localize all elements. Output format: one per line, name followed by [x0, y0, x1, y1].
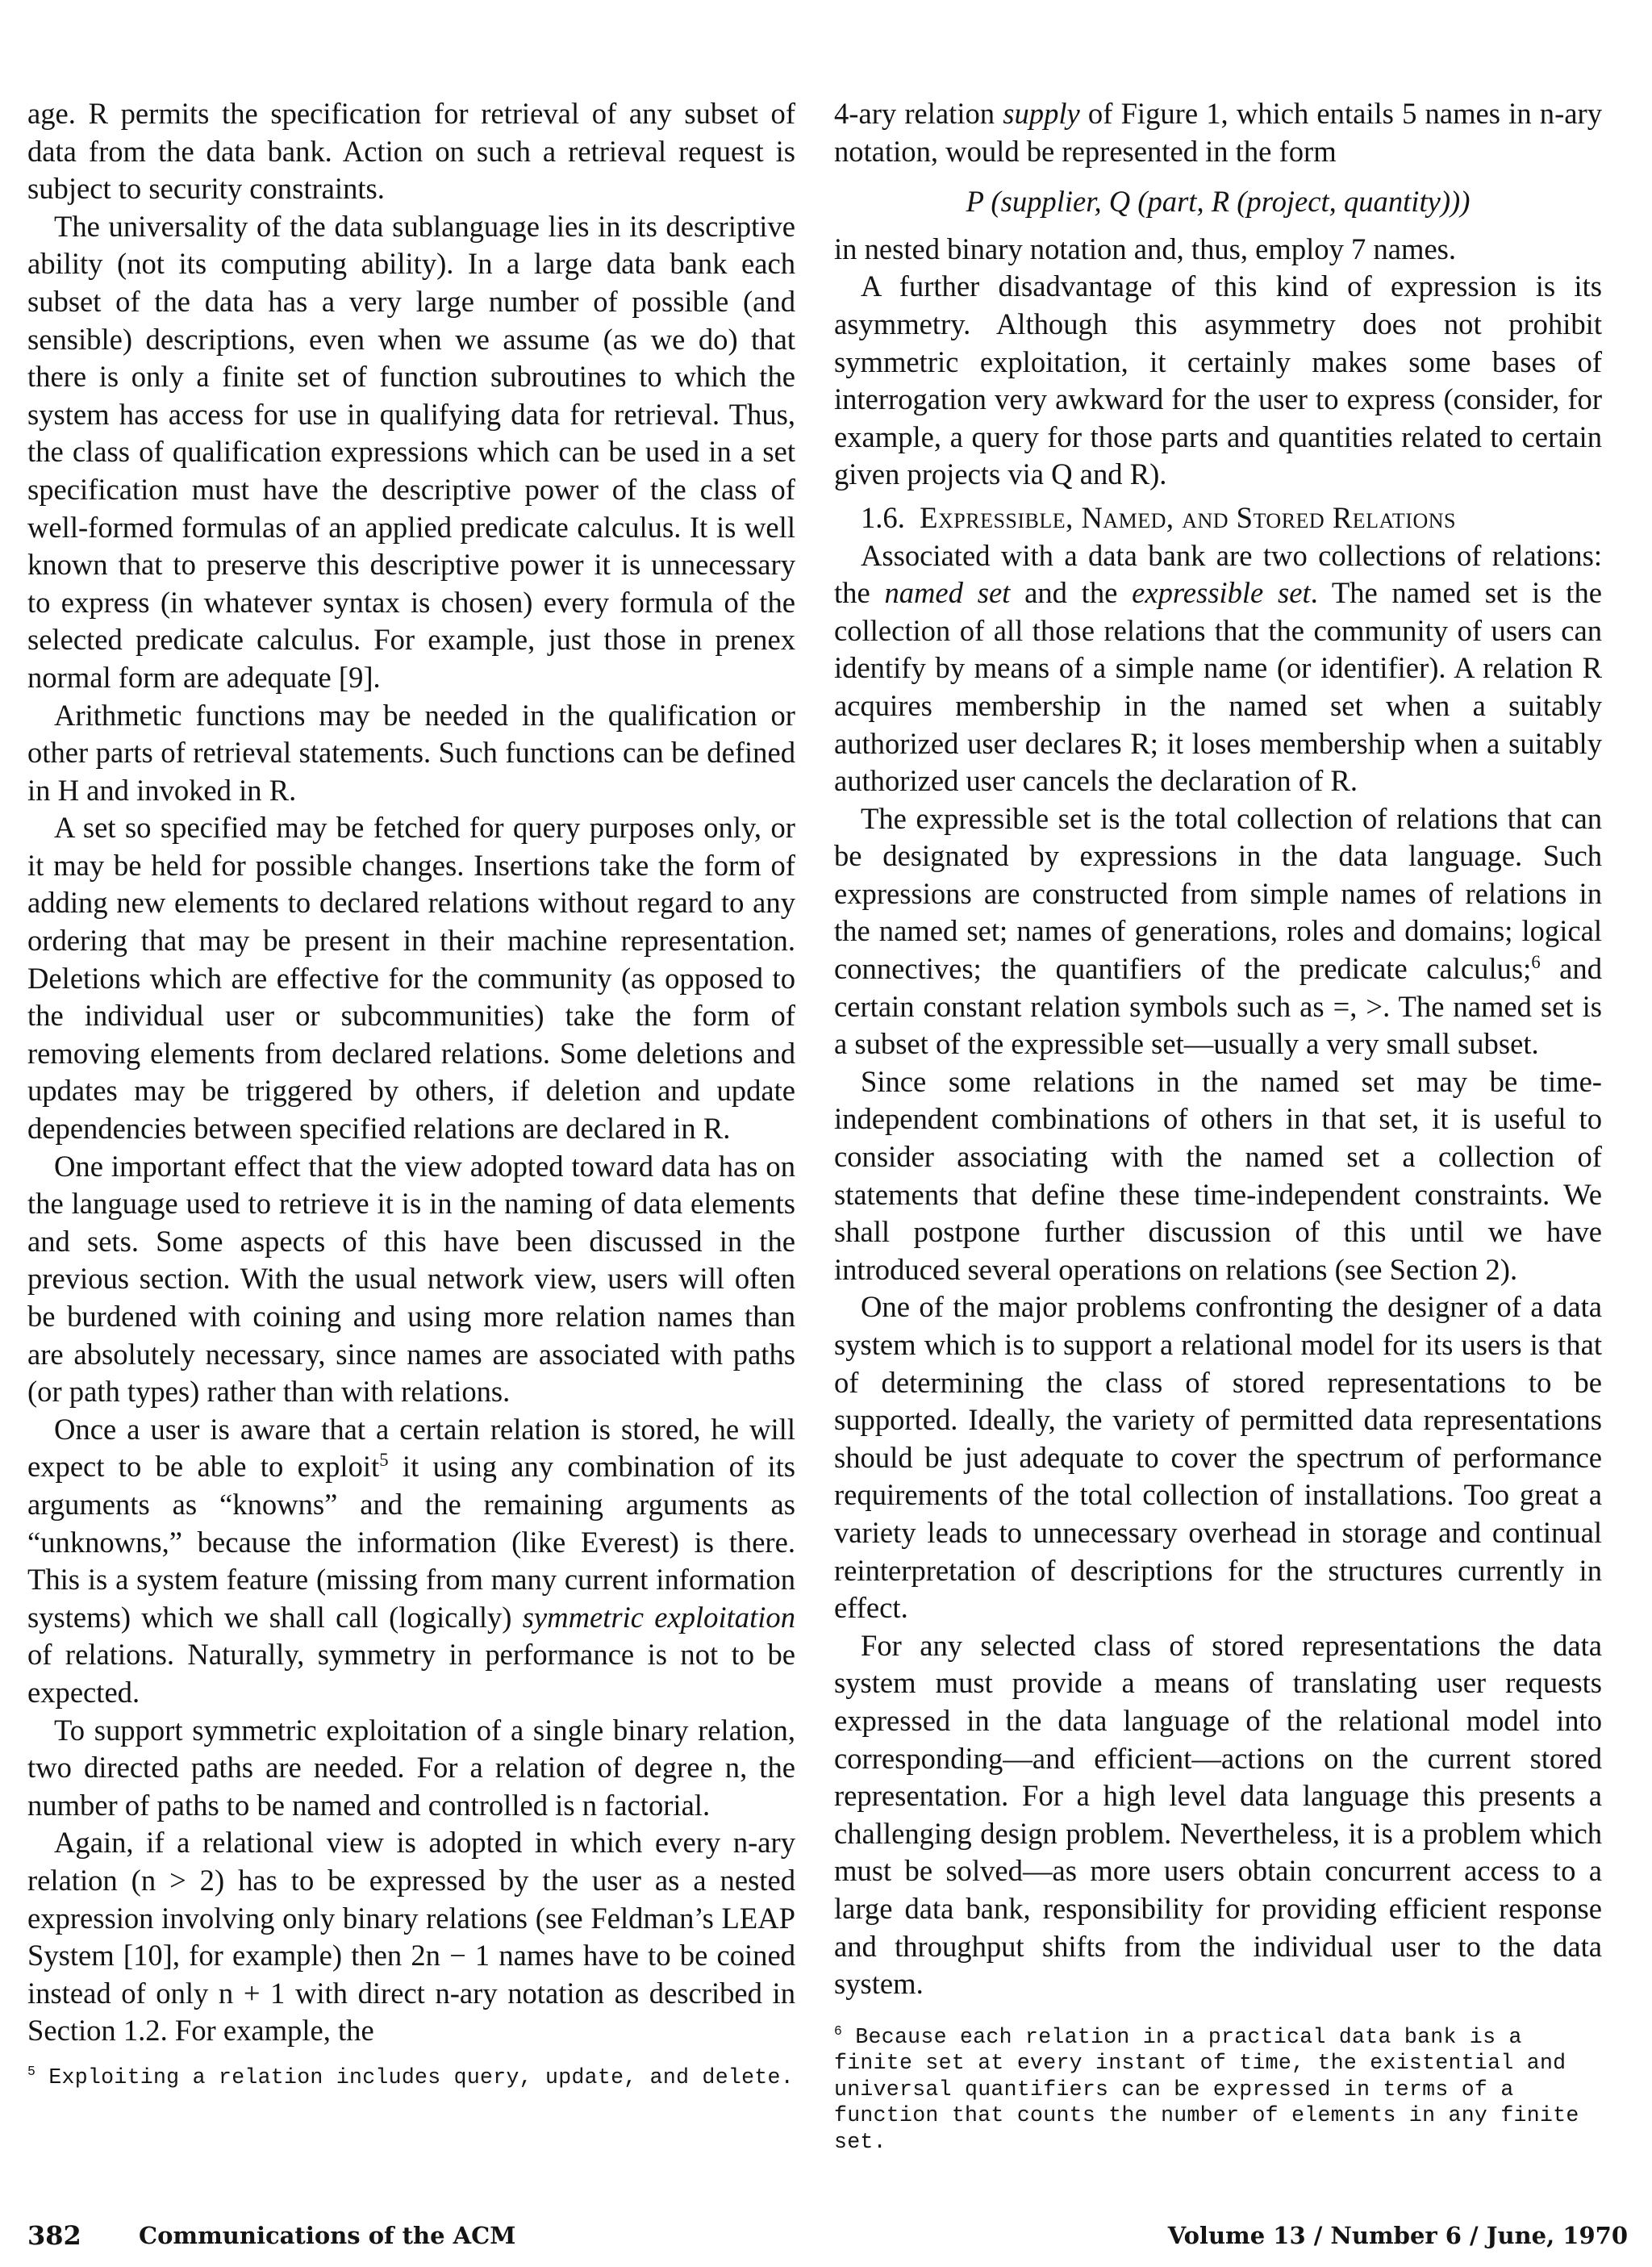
issue-info: Volume 13 / Number 6 / June, 1970 — [1167, 2222, 1628, 2249]
section-heading — [834, 499, 1602, 537]
section-number: 1.6. — [861, 500, 905, 534]
paragraph: Since some relations in the named set may be time-independent combinations of others in that set, it is useful to consider associating with the named set a collection of statements that define these time-independent constraints. We shall postpone further discussion of this until we have introduced several operations on relations (see Section 2). — [834, 1064, 1602, 1286]
paragraph: in nested binary notation and, thus, employ 7 names. — [834, 232, 1457, 265]
section-title: Expressible, Named, and Stored Relations — [920, 500, 1456, 534]
footnote-mark: 6 — [834, 2023, 843, 2039]
paragraph — [834, 537, 1602, 800]
paragraph: Again, if a relational view is adopted in which every n-ary relation (n > 2) has to be expressed by the user as a nested expression involving only binary relations (see Feldman’s LEAP System [10], for example) then 2n − 1 names have to be coined instead of only n + 1 with direct n-ary notation as described in Section 1.2. For example, the — [27, 1826, 795, 2048]
footnote-ref: 5 — [379, 1450, 389, 1471]
footnote-ref: 6 — [1531, 951, 1541, 972]
footnote-5 — [27, 2065, 795, 2091]
text-run: Once a user is aware that a certain relation is stored, he will expect to be able to exploit — [27, 1412, 795, 1484]
emphasis: symmetric exploitation — [522, 1600, 795, 1634]
text-run: of relations. Naturally, symmetry in performance is not to be expected. — [27, 1638, 795, 1709]
formula — [834, 183, 1602, 221]
text-run: it using any combination of its arguments as “knowns” and the remaining arguments as “unknowns,” because the information (like Everest) is there. This is a system feature (missing from many current information systems) which we shall call (logically) — [27, 1450, 796, 1634]
page-number: 382 — [27, 2220, 81, 2251]
right-column — [834, 95, 1602, 2155]
paragraph: age. R permits the specification for retrieval of any subset of data from the data bank. Action on such a retrieval request is subject to security constraints. — [27, 97, 795, 206]
paragraph: One of the major problems confronting the designer of a data system which is to support a relational model for its users is that of determining the class of stored representations to be supported. Ideally, the variety of permitted data representations should be just adequate to cover the spectrum of performance requirements of the total collection of installations. Too great a variety leads to unnecessary overhead in storage and continual reinterpretation of descriptions for the structures currently in effect. — [834, 1290, 1602, 1625]
page-footer — [27, 2220, 1628, 2261]
text-run: of Figure 1, which entails 5 names in n-ary notation, would be represented in the form — [834, 97, 1602, 168]
footnote-mark: 5 — [27, 2064, 36, 2080]
emphasis: expressible set — [1132, 576, 1311, 610]
text-run: . The named set is the collection of all those relations that the community of users can identify by means of a simple name (or identifier). A relation R acquires membership in the named set when a suitably authorized user declares R; it loses membership when a suitably authorized user cancels the declaration of R. — [834, 576, 1602, 798]
paragraph — [834, 95, 1602, 170]
paragraph: For any selected class of stored representations the data system must provide a means of translating user requests expressed in the data language of the relational model into corresponding—and efficient—actions on the current stored representation. For a high level data language this presents a challenging design problem. Nevertheless, it is a problem which must be solved—as more users obtain concurrent access to a large data bank, responsibility for providing efficient response and throughput shifts from the individual user to the data system. — [834, 1628, 1602, 2001]
emphasis: named set — [884, 576, 1011, 610]
text-run: The expressible set is the total collection of relations that can be designated by expressions in the data language. Such expressions are constructed from simple names of relations in the named set; names of generations, roles and domains; logical connectives; the quantifiers of the predicate calculus; — [834, 801, 1602, 986]
formula-text: P (supplier, Q (part, R (project, quantity))) — [966, 185, 1471, 219]
text-run: Associated with a data bank are two collections of relations: the — [834, 538, 1602, 610]
paragraph: To support symmetric exploitation of a single binary relation, two directed paths are needed. For a relation of degree n, the number of paths to be named and controlled is n factorial. — [27, 1713, 795, 1822]
journal-name: Communications of the ACM — [139, 2222, 516, 2249]
paragraph: The universality of the data sublanguage lies in its descriptive ability (not its computing ability). In a large data bank each subset of the data has a very large number of possible (and sensible) descriptions, even when we assume (as we do) that there is only a finite set of function subroutines to which the system has access for use in qualifying data for retrieval. Thus, the class of qualification expressions which can be used in a set specification must have the descriptive power of the class of well-formed formulas of an applied predicate calculus. It is well known that to preserve this descriptive power it is unnecessary to express (in whatever syntax is chosen) every formula of the selected predicate calculus. For example, just those in prenex normal form are adequate [9]. — [27, 209, 795, 694]
paragraph: Arithmetic functions may be needed in the qualification or other parts of retrieval statements. Such functions can be defined in H and invoked in R. — [27, 698, 795, 807]
paragraph: A further disadvantage of this kind of expression is its asymmetry. Although this asymmetry does not prohibit symmetric exploitation, it certainly makes some bases of interrogation very awkward for the user to express (consider, for example, a query for those parts and quantities related to certain given projects via Q and R). — [834, 269, 1602, 491]
paragraph — [27, 1411, 795, 1712]
footnote-text: Because each relation in a practical data bank is a finite set at every instant of time, the existential and universal quantifiers can be expressed in terms of a function that counts the number of elements in any finite set. — [834, 2024, 1579, 2154]
footnote-6 — [834, 2024, 1602, 2156]
footnote-text: Exploiting a relation includes query, update, and delete. — [35, 2065, 794, 2090]
left-column — [27, 95, 795, 2090]
text-run: and certain constant relation symbols such as =, >. The named set is a subset of the expressible set—usually a very small subset. — [834, 952, 1603, 1061]
paragraph: A set so specified may be fetched for query purposes only, or it may be held for possible changes. Insertions take the form of adding new elements to declared relations without regard to any ordering that may be present in their machine representation. Deletions which are effective for the community (as opposed to the individual user or subcommunities) take the form of removing elements from declared relations. Some deletions and updates may be triggered by others, if deletion and update dependencies between specified relations are declared in R. — [27, 811, 795, 1146]
text-run: 4-ary relation — [834, 97, 1003, 130]
paragraph: One important effect that the view adopted toward data has on the language used to retrieve it is in the naming of data elements and sets. Some aspects of this have been discussed in the previous section. With the usual network view, users will often be burdened with coining and using more relation names than are absolutely necessary, since names are associated with paths (or path types) rather than with relations. — [27, 1149, 795, 1409]
paragraph — [834, 800, 1602, 1063]
emphasis: supply — [1003, 97, 1080, 130]
text-run: and the — [1010, 576, 1133, 610]
